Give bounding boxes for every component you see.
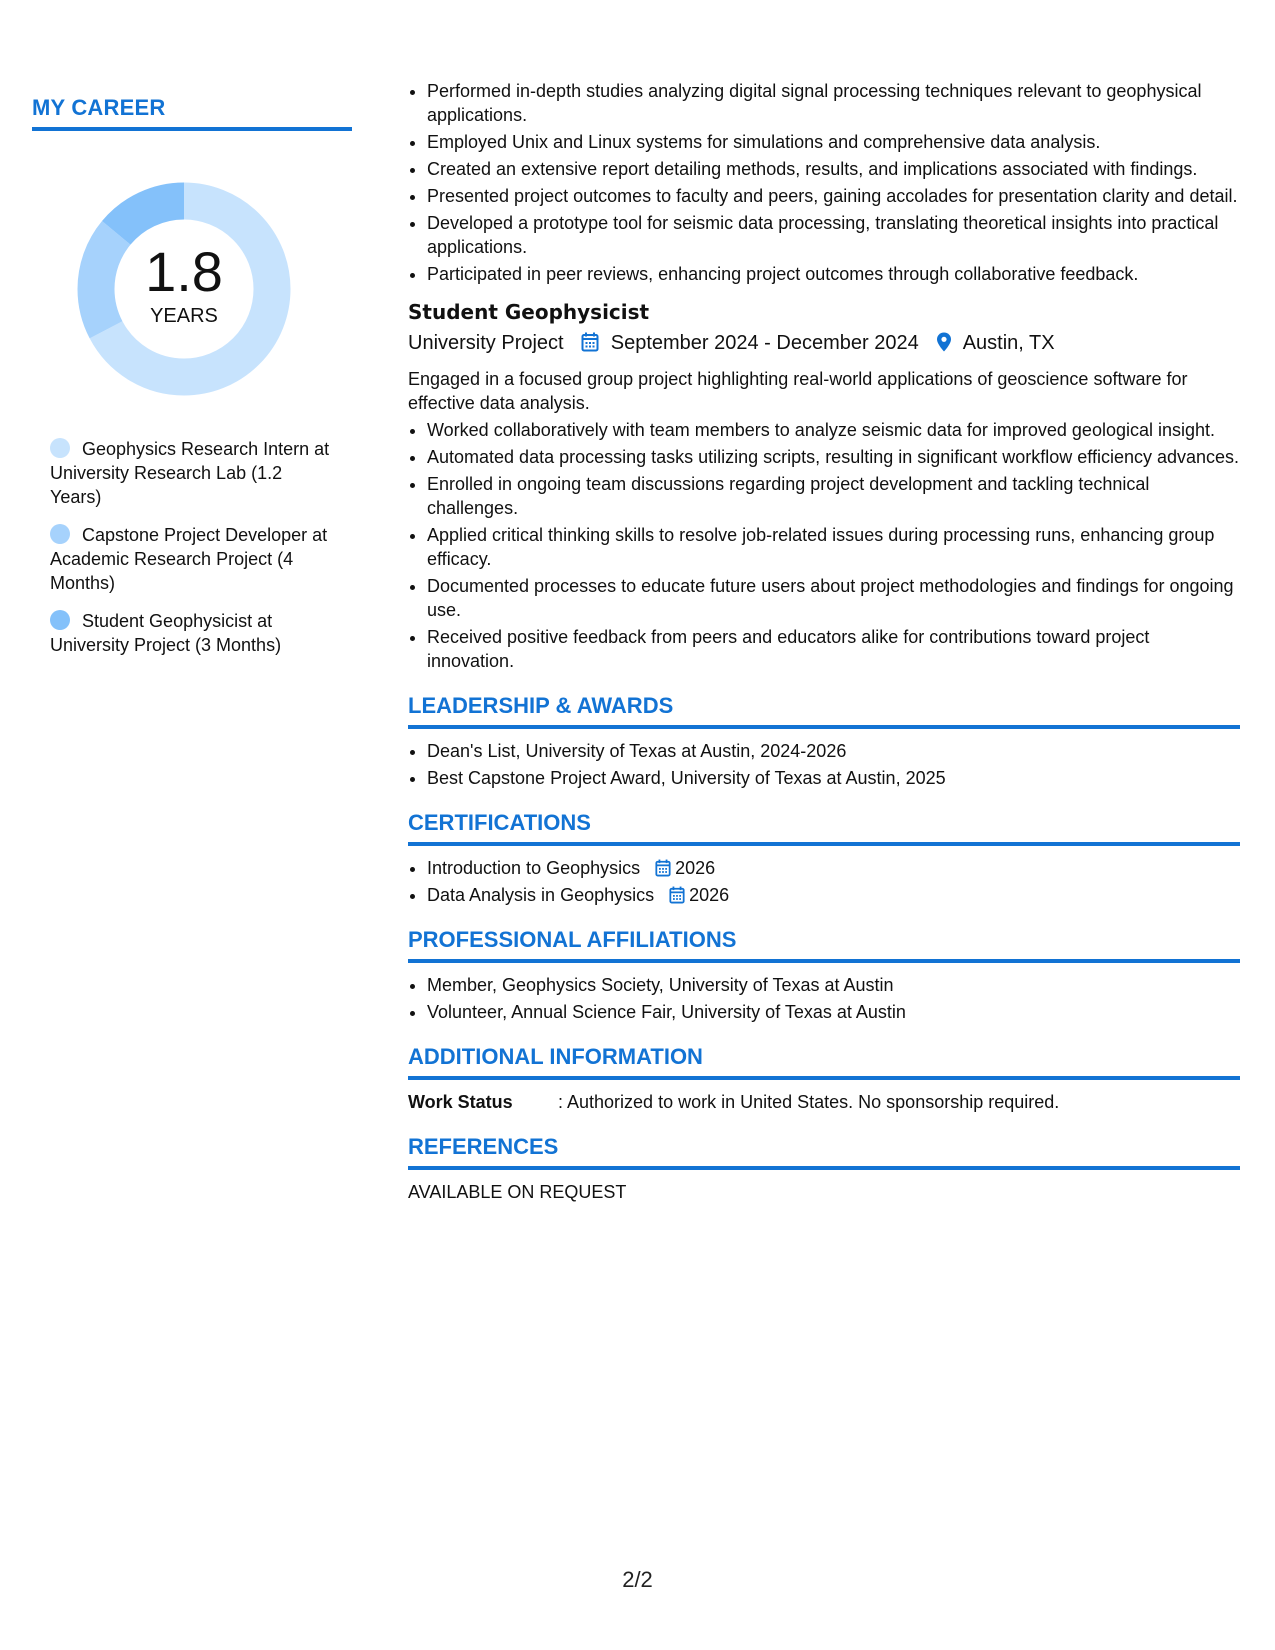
list-item: • Best Capstone Project Award, University of Texas at Austin, 2025 bbox=[427, 766, 1240, 790]
work-status-value: : Authorized to work in United States. No sponsorship required. bbox=[558, 1092, 1060, 1112]
references-section-title: REFERENCES bbox=[408, 1134, 1240, 1170]
job-title: Student Geophysicist bbox=[408, 300, 650, 324]
legend-item bbox=[50, 437, 335, 509]
work-status-row bbox=[408, 1090, 1240, 1114]
list-item: • Worked collaboratively with team members to analyze seismic data for improved geological insight. bbox=[427, 418, 1240, 442]
affiliations-section-title: PROFESSIONAL AFFILIATIONS bbox=[408, 927, 1240, 963]
certification-date bbox=[655, 858, 715, 878]
certifications-section bbox=[408, 856, 1240, 907]
calendar-icon bbox=[669, 886, 685, 904]
list-item: • Employed Unix and Linux systems for simulations and comprehensive data analysis. bbox=[427, 130, 1240, 154]
job-company: University Project bbox=[408, 332, 564, 354]
job-description: Engaged in a focused group project highlighting real-world applications of geoscience software for effective data analysis. bbox=[408, 369, 1188, 413]
calendar-icon bbox=[581, 332, 599, 359]
legend-label: Geophysics Research Intern at University Research Lab (1.2 Years) bbox=[50, 439, 330, 507]
references-text: AVAILABLE ON REQUEST bbox=[408, 1182, 627, 1202]
main-content bbox=[408, 79, 1240, 1204]
job-location: Austin, TX bbox=[962, 332, 1055, 354]
page-number: 2/2 bbox=[622, 1567, 653, 1592]
job-bullets bbox=[408, 418, 1240, 673]
additional-section-title: ADDITIONAL INFORMATION bbox=[408, 1044, 1240, 1080]
total-years-value: 1.8 bbox=[145, 240, 223, 303]
list-item: • Volunteer, Annual Science Fair, University of Texas at Austin bbox=[427, 1000, 1240, 1024]
leadership-section bbox=[408, 739, 1240, 790]
list-item: • Created an extensive report detailing methods, results, and implications associated with findings. bbox=[427, 157, 1240, 181]
legend-dot bbox=[50, 610, 70, 630]
job-meta bbox=[408, 330, 1240, 359]
references-section bbox=[408, 1180, 1240, 1204]
career-section-title: MY CAREER bbox=[32, 95, 352, 131]
certification-item bbox=[427, 883, 1240, 907]
calendar-icon bbox=[655, 859, 671, 877]
list-item: • Performed in-depth studies analyzing digital signal processing techniques relevant to geophysical applications. bbox=[427, 79, 1240, 127]
total-years-unit: YEARS bbox=[150, 305, 218, 327]
list-item: • Applied critical thinking skills to resolve job-related issues during processing runs, enhancing group efficacy. bbox=[427, 523, 1240, 571]
certification-name: Introduction to Geophysics bbox=[427, 858, 641, 878]
prev-job-bullets bbox=[408, 79, 1240, 286]
list-item: • Developed a prototype tool for seismic data processing, translating theoretical insights into practical applications. bbox=[427, 211, 1240, 259]
legend-item bbox=[50, 609, 335, 657]
affiliations-section bbox=[408, 973, 1240, 1024]
career-sidebar bbox=[32, 95, 352, 671]
list-item: • Member, Geophysics Society, University of Texas at Austin bbox=[427, 973, 1240, 997]
career-legend bbox=[50, 437, 335, 657]
legend-label: Student Geophysicist at University Project (3 Months) bbox=[50, 611, 282, 655]
certifications-section-title: CERTIFICATIONS bbox=[408, 810, 1240, 846]
legend-label: Capstone Project Developer at Academic Research Project (4 Months) bbox=[50, 525, 328, 593]
legend-dot bbox=[50, 438, 70, 458]
list-item: • Enrolled in ongoing team discussions regarding project development and tackling technical challenges. bbox=[427, 472, 1240, 520]
list-item: • Received positive feedback from peers and educators alike for contributions toward project innovation. bbox=[427, 625, 1240, 673]
legend-item bbox=[50, 523, 335, 595]
career-donut-chart bbox=[64, 169, 304, 409]
list-item: • Documented processes to educate future users about project methodologies and findings for ongoing use. bbox=[427, 574, 1240, 622]
certification-year: 2026 bbox=[689, 885, 730, 905]
work-status-label: Work Status bbox=[408, 1092, 513, 1112]
certification-name: Data Analysis in Geophysics bbox=[427, 885, 655, 905]
leadership-section-title: LEADERSHIP & AWARDS bbox=[408, 693, 1240, 729]
list-item: • Dean's List, University of Texas at Austin, 2024-2026 bbox=[427, 739, 1240, 763]
job-dates: September 2024 - December 2024 bbox=[610, 332, 919, 354]
list-item: • Participated in peer reviews, enhancing project outcomes through collaborative feedback. bbox=[427, 262, 1240, 286]
location-pin-icon bbox=[936, 332, 952, 359]
legend-dot bbox=[50, 524, 70, 544]
certification-date bbox=[669, 885, 729, 905]
certification-year: 2026 bbox=[675, 858, 716, 878]
certification-item bbox=[427, 856, 1240, 880]
list-item: • Automated data processing tasks utilizing scripts, resulting in significant workflow efficiency advances. bbox=[427, 445, 1240, 469]
list-item: • Presented project outcomes to faculty and peers, gaining accolades for presentation clarity and detail. bbox=[427, 184, 1240, 208]
additional-section bbox=[408, 1090, 1240, 1114]
